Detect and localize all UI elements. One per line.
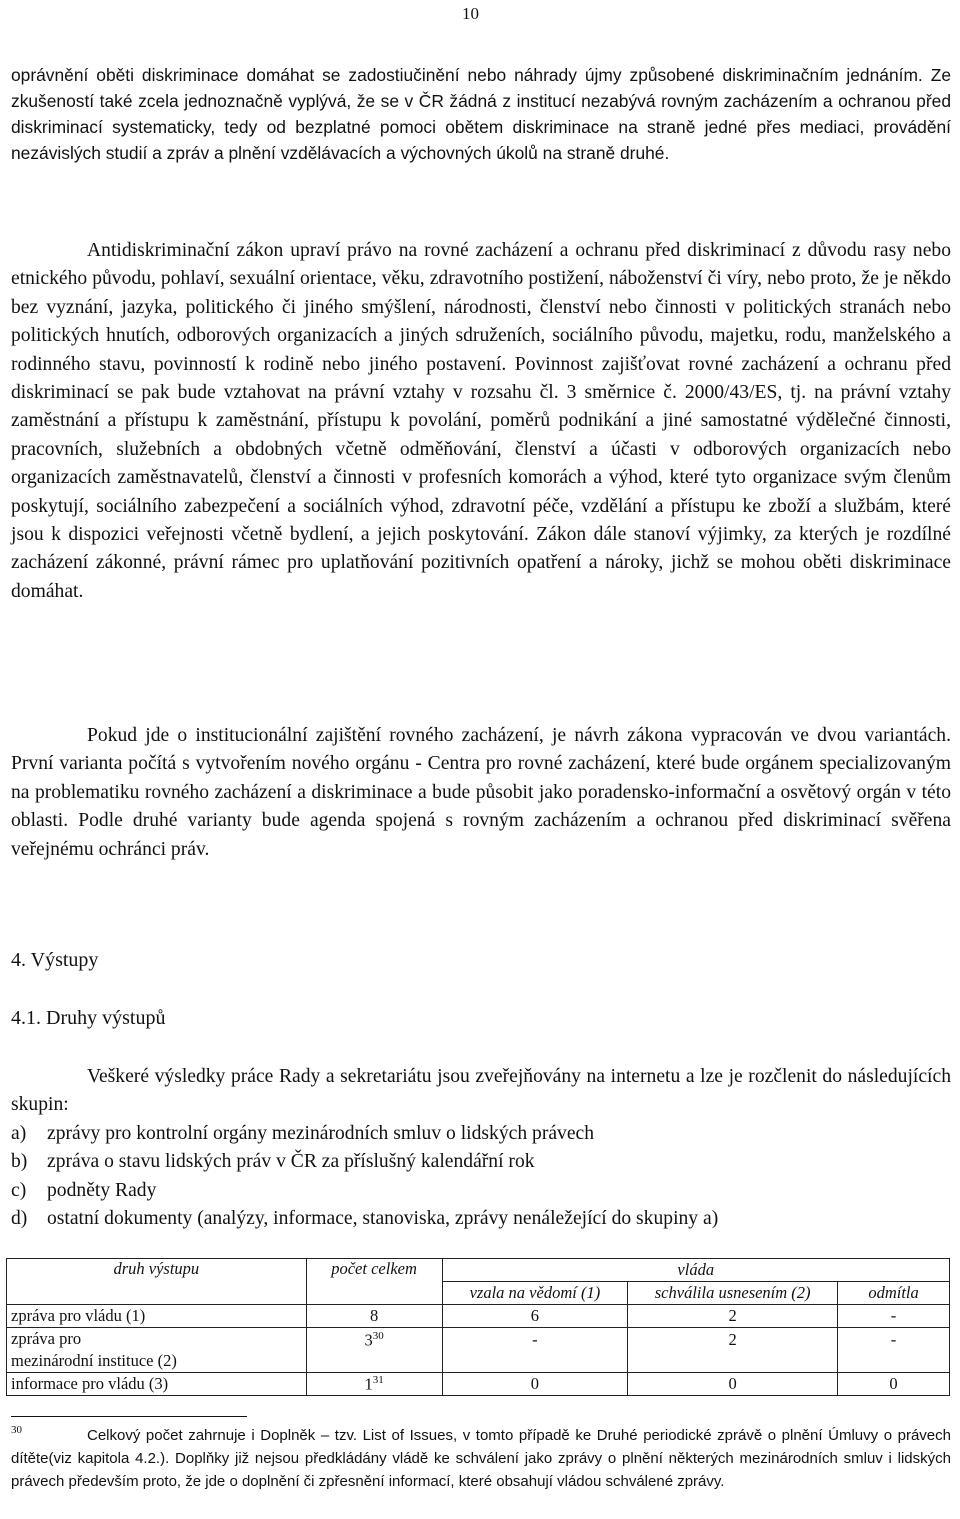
header-government: vláda [442,1259,950,1282]
cell-rejected: 0 [838,1373,950,1396]
output-groups-list [11,1120,951,1234]
paragraph-antidiscrimination-law: Antidiskriminační zákon upraví právo na rovné zacházení a ochranu před diskriminací z důvodu rasy nebo etnického původu, pohlaví, sexuální orientace, věku, zdravotního postižení, náboženství či víry, nebo proto, že je někdo bez vyznání, jazyka, politického či jiného smýšlení, národnosti, členství nebo činnosti v politických stranách nebo politických hnutích, odborových organizacích a jiných sdruženích, sociálního původu, majetku, rodu, manželského a rodinného stavu, povinností k rodině nebo jiného postavení. Povinnost zajišťovat rovné zacházení a ochranu před diskriminací se pak bude vztahovat na právní vztahy v rozsahu čl. 3 směrnice č. 2000/43/ES, tj. na právní vztahy zaměstnání a přístupu k zaměstnání, přístupu k povolání, poměrů podnikání a jiné samostatné výdělečné činnosti, pracovních, služebních a obdobných včetně odměňování, členství a účasti v odborových organizacích nebo organizacích zaměstnavatelů, členství a činnosti v profesních komorách a výhod, které tyto organizace svým členům poskytují, sociálního zabezpečení a sociálních výhod, zdravotní péče, vzdělání a přístupu ke zboží a službám, které jsou k dispozici veřejnosti včetně bydlení, a jejich poskytování. Zákon dále stanoví výjimky, za kterých je rozdílné zacházení zákonné, právní rámec pro uplatňování pozitivních opatření a nároky, jichž se mohou oběti diskriminace domáhat. [11,240,951,602]
footnote-text: Celkový počet zahrnuje i Doplněk – tzv. List of Issues, v tomto případě ke Druhé periodické zprávě o plnění Úmluvy o právech dítěte(viz kapitola 4.2.). Doplňky již nejsou předkládány vládě ke schválení jako zprávy o plnění některých mezinárodních smluv i lidských právech především proto, že jde o doplnění či zpřesnění informací, které obsahují vládou schválené zprávy. [11,1427,951,1490]
cell-noted: 0 [442,1373,628,1396]
paragraph-intro: oprávnění oběti diskriminace domáhat se zadostiučinění nebo náhrady újmy způsobené diskriminačním jednáním. Ze zkušeností také zcela jednoznačně vyplývá, že se v ČR žádná z institucí nezabývá rovným zacházením a ochranou před diskriminací systematicky, tedy od bezplatné pomoci obětem diskriminace na straně jedné přes mediaci, provádění nezávislých studií a zpráv a plnění vzdělávacích a výchovných úkolů na straně druhé. [11,65,951,163]
section-heading-outputs: 4. Výstupy [11,949,99,971]
footnote-ref: 30 [372,1330,384,1342]
list-item: b) zpráva o stavu lidských práv v ČR za příslušný kalendářní rok [11,1151,535,1173]
cell-rejected: - [838,1328,950,1373]
paragraph-institutional: Pokud jde o institucionální zajištění rovného zacházení, je návrh zákona vypracován ve dvou variantách. První varianta počítá s vytvořením nového orgánu - Centra pro rovné zacházení, které bude orgánem specializovaným na problematiku rovného zacházení a diskriminace a bude působit jako poradensko-informační a osvětový orgán v této oblasti. Podle druhé varianty bude agenda spojená s rovným zacházením a ochranou před diskriminací svěřena veřejnému ochránci práv. [11,725,951,860]
cell-total: 8 [306,1305,442,1328]
paragraph-results: Veškeré výsledky práce Rady a sekretariátu jsou zveřejňovány na internetu a lze je rozčlenit do následujících skupin: [11,1066,951,1116]
subsection-heading-output-types: 4.1. Druhy výstupů [11,1007,166,1029]
list-item: a) zprávy pro kontrolní orgány mezinárodních smluv o lidských právech [11,1123,595,1144]
cell-total: $3^{30}$ [306,1328,442,1373]
cell-approved: 0 [628,1373,838,1396]
cell-output-type: zpráva pro vládu (1) [7,1305,307,1328]
cell-approved: 2 [628,1305,838,1328]
cell-approved: 2 [628,1328,838,1373]
header-total-count: počet celkem [306,1259,442,1305]
table-row [7,1373,950,1396]
table-header-row [7,1259,950,1282]
cell-output-type: informace pro vládu (3) [7,1373,307,1396]
page-number: 10 [462,4,479,23]
cell-noted: - [442,1328,628,1373]
header-approved: schválila usnesením (2) [628,1282,838,1305]
footnote-ref: 31 [372,1373,384,1386]
list-item: d) ostatní dokumenty (analýzy, informace, stanoviska, zprávy nenáležející do skupiny a) [11,1208,719,1230]
header-rejected: odmítla [838,1282,950,1305]
table-row [7,1305,950,1328]
footnote-number: 30 [11,1424,22,1436]
footnote-separator [11,1416,247,1417]
header-output-type: druh výstupu [7,1259,307,1305]
cell-noted: 6 [442,1305,628,1328]
table-row [7,1328,950,1373]
cell-rejected: - [838,1305,950,1328]
header-noted: vzala na vědomí (1) [442,1282,628,1305]
cell-output-type: zpráva pro mezinárodní instituce (2) [7,1328,307,1373]
list-item: c) podněty Rady [11,1179,157,1201]
outputs-table [6,1258,950,1396]
cell-total: $1^{31}$ [306,1373,442,1396]
